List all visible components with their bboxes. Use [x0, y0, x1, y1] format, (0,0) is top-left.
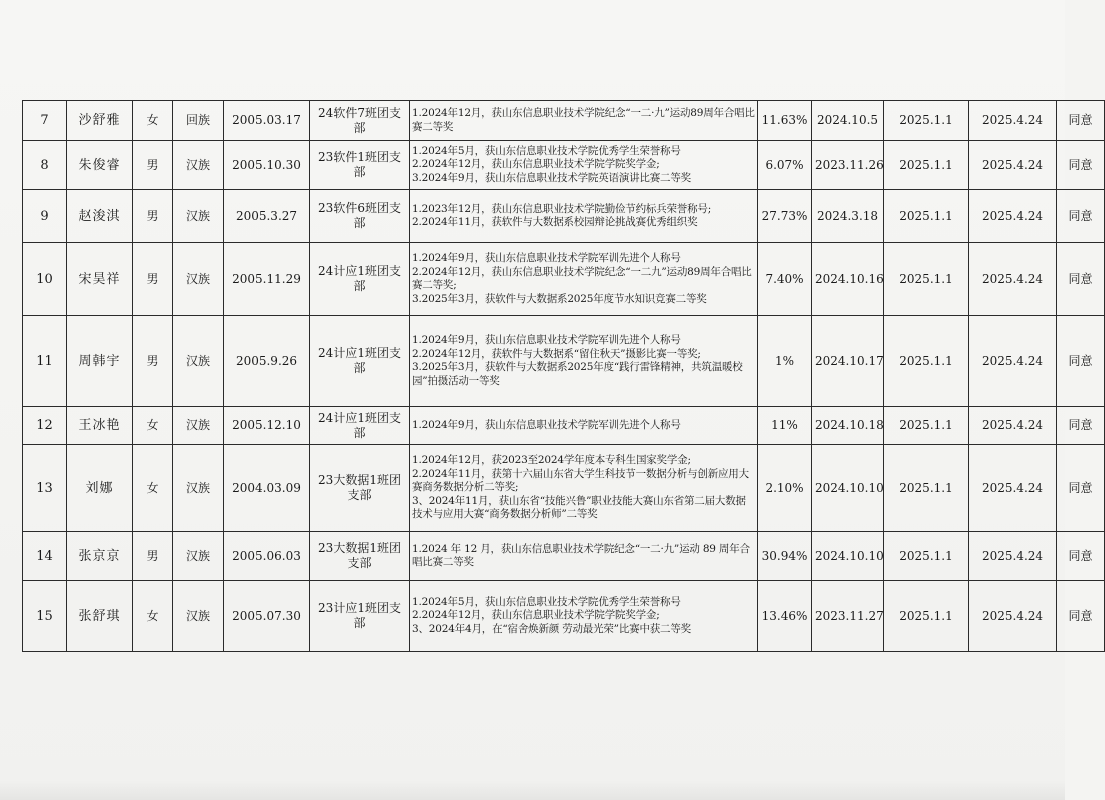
ethnicity-cell: 回族 [173, 101, 224, 141]
table-row [23, 101, 1105, 141]
award-line: 3.2025年3月，获软件与大数据系2025年度“践行雷锋精神，共筑温暖校园”拍摄活动一等奖 [412, 361, 743, 387]
birth-date-cell: 2005.12.10 [224, 407, 310, 445]
activist-start-date-cell: 2025.1.1 [884, 141, 969, 190]
row-number: 13 [23, 445, 67, 532]
opinion-cell: 同意 [1057, 316, 1105, 407]
ethnicity-cell: 汉族 [173, 532, 224, 581]
development-date-cell: 2025.4.24 [969, 532, 1057, 581]
award-line: 1.2024年5月，获山东信息职业技术学院优秀学生荣誉称号 [412, 144, 681, 157]
opinion-cell: 同意 [1057, 190, 1105, 243]
row-number: 9 [23, 190, 67, 243]
application-date-cell: 2024.10.10 [812, 445, 884, 532]
development-date-cell: 2025.4.24 [969, 581, 1057, 652]
development-date-cell: 2025.4.24 [969, 190, 1057, 243]
league-branch-cell: 23大数据1班团支部 [310, 532, 410, 581]
league-branch-cell: 24计应1班团支部 [310, 243, 410, 316]
activist-start-date-cell: 2025.1.1 [884, 243, 969, 316]
gender-cell: 女 [133, 101, 173, 141]
awards-cell [410, 407, 758, 445]
award-line: 2.2024年12月，获山东信息职业技术学院学院奖学金; [412, 609, 660, 622]
award-line: 3、2024年11月，获山东省“技能兴鲁”职业技能大赛山东省第二届大数据技术与应用大赛“商务数据分析师”二等奖 [412, 494, 746, 521]
application-date-cell: 2024.10.5 [812, 101, 884, 141]
application-date-cell: 2023.11.27 [812, 581, 884, 652]
row-number: 7 [23, 101, 67, 141]
awards-cell [410, 445, 758, 532]
award-line: 1.2024年9月，获山东信息职业技术学院军训先进个人称号 [412, 334, 681, 346]
birth-date-cell: 2005.06.03 [224, 532, 310, 581]
development-date-cell: 2025.4.24 [969, 316, 1057, 407]
ethnicity-cell: 汉族 [173, 581, 224, 652]
ranking-percent-cell: 27.73% [758, 190, 812, 243]
application-date-cell: 2024.10.10 [812, 532, 884, 581]
student-name: 周韩宇 [67, 316, 133, 407]
award-line: 1.2024 年 12 月，获山东信息职业技术学院纪念“一二·九”运动 89 周年合唱比赛二等奖 [412, 542, 750, 568]
league-branch-cell: 23大数据1班团支部 [310, 445, 410, 532]
activist-start-date-cell: 2025.1.1 [884, 445, 969, 532]
award-line: 1.2023年12月，获山东信息职业技术学院勤俭节约标兵荣誉称号; [412, 202, 712, 215]
award-line: 2.2024年12月，获山东信息职业技术学院学院奖学金; [412, 158, 660, 171]
activist-start-date-cell: 2025.1.1 [884, 581, 969, 652]
row-number: 11 [23, 316, 67, 407]
student-name: 张京京 [67, 532, 133, 581]
table-row [23, 316, 1105, 407]
ranking-percent-cell: 7.40% [758, 243, 812, 316]
birth-date-cell: 2005.10.30 [224, 141, 310, 190]
birth-date-cell: 2005.07.30 [224, 581, 310, 652]
activist-start-date-cell: 2025.1.1 [884, 532, 969, 581]
award-line: 1.2024年12月，获山东信息职业技术学院纪念“一二·九”运动89周年合唱比赛二等奖 [412, 107, 755, 133]
student-name: 王冰艳 [67, 407, 133, 445]
award-line: 3、2024年4月，在“宿舍焕新颜 劳动最光荣”比赛中获二等奖 [412, 622, 691, 635]
student-name: 沙舒雅 [67, 101, 133, 141]
opinion-cell: 同意 [1057, 141, 1105, 190]
award-line: 1.2024年9月，获山东信息职业技术学院军训先进个人称号 [412, 252, 681, 264]
birth-date-cell: 2005.9.26 [224, 316, 310, 407]
table-row [23, 532, 1105, 581]
table-body [23, 101, 1105, 652]
student-name: 张舒琪 [67, 581, 133, 652]
development-date-cell: 2025.4.24 [969, 243, 1057, 316]
ranking-percent-cell: 11% [758, 407, 812, 445]
awards-cell [410, 141, 758, 190]
gender-cell: 男 [133, 532, 173, 581]
birth-date-cell: 2004.03.09 [224, 445, 310, 532]
table-row [23, 141, 1105, 190]
opinion-cell: 同意 [1057, 581, 1105, 652]
award-line: 2.2024年11月，获第十六届山东省大学生科技节一数据分析与创新应用大赛商务数据分析二等奖; [412, 467, 749, 494]
development-date-cell: 2025.4.24 [969, 407, 1057, 445]
birth-date-cell: 2005.11.29 [224, 243, 310, 316]
row-number: 12 [23, 407, 67, 445]
table-row [23, 445, 1105, 532]
application-date-cell: 2024.10.18 [812, 407, 884, 445]
row-number: 14 [23, 532, 67, 581]
gender-cell: 女 [133, 445, 173, 532]
ranking-percent-cell: 13.46% [758, 581, 812, 652]
table-row [23, 190, 1105, 243]
ethnicity-cell: 汉族 [173, 141, 224, 190]
student-name: 朱俊睿 [67, 141, 133, 190]
gender-cell: 女 [133, 407, 173, 445]
application-date-cell: 2024.10.16 [812, 243, 884, 316]
league-branch-cell: 23软件6班团支部 [310, 190, 410, 243]
ethnicity-cell: 汉族 [173, 407, 224, 445]
student-name: 赵浚淇 [67, 190, 133, 243]
table-row [23, 243, 1105, 316]
opinion-cell: 同意 [1057, 101, 1105, 141]
awards-cell [410, 190, 758, 243]
activist-start-date-cell: 2025.1.1 [884, 316, 969, 407]
birth-date-cell: 2005.03.17 [224, 101, 310, 141]
activist-start-date-cell: 2025.1.1 [884, 407, 969, 445]
application-date-cell: 2024.10.17 [812, 316, 884, 407]
gender-cell: 男 [133, 190, 173, 243]
birth-date-cell: 2005.3.27 [224, 190, 310, 243]
awards-cell [410, 101, 758, 141]
gender-cell: 女 [133, 581, 173, 652]
league-branch-cell: 24软件7班团支部 [310, 101, 410, 141]
student-name: 刘娜 [67, 445, 133, 532]
application-date-cell: 2024.3.18 [812, 190, 884, 243]
ethnicity-cell: 汉族 [173, 190, 224, 243]
student-name: 宋昊祥 [67, 243, 133, 316]
activist-start-date-cell: 2025.1.1 [884, 190, 969, 243]
opinion-cell: 同意 [1057, 407, 1105, 445]
award-line: 1.2024年9月，获山东信息职业技术学院军训先进个人称号 [412, 418, 681, 431]
ranking-percent-cell: 1% [758, 316, 812, 407]
table-row [23, 407, 1105, 445]
ranking-percent-cell: 30.94% [758, 532, 812, 581]
gender-cell: 男 [133, 141, 173, 190]
award-line: 2.2024年12月，获软件与大数据系“留住秋天”摄影比赛一等奖; [412, 347, 701, 360]
ranking-percent-cell: 11.63% [758, 101, 812, 141]
opinion-cell: 同意 [1057, 532, 1105, 581]
award-line: 1.2024年12月，获2023至2024学年度本专科生国家奖学金; [412, 454, 691, 467]
row-number: 10 [23, 243, 67, 316]
award-line: 2.2024年12月，获山东信息职业技术学院纪念“一二九”运动89周年合唱比赛二等奖; [412, 265, 752, 291]
league-branch-cell: 24计应1班团支部 [310, 316, 410, 407]
ranking-percent-cell: 2.10% [758, 445, 812, 532]
row-number: 15 [23, 581, 67, 652]
page-edge-shadow [0, 780, 1065, 800]
row-number: 8 [23, 141, 67, 190]
table-row [23, 581, 1105, 652]
awards-cell [410, 532, 758, 581]
ethnicity-cell: 汉族 [173, 316, 224, 407]
development-date-cell: 2025.4.24 [969, 141, 1057, 190]
awards-cell [410, 316, 758, 407]
development-date-cell: 2025.4.24 [969, 101, 1057, 141]
gender-cell: 男 [133, 316, 173, 407]
awards-cell [410, 243, 758, 316]
award-line: 3.2025年3月，获软件与大数据系2025年度节水知识竞赛二等奖 [412, 292, 707, 305]
league-branch-cell: 23计应1班团支部 [310, 581, 410, 652]
ethnicity-cell: 汉族 [173, 243, 224, 316]
award-line: 1.2024年5月，获山东信息职业技术学院优秀学生荣誉称号 [412, 595, 681, 608]
award-line: 2.2024年11月，获软件与大数据系校园辩论挑战赛优秀组织奖 [412, 216, 698, 228]
ranking-percent-cell: 6.07% [758, 141, 812, 190]
development-date-cell: 2025.4.24 [969, 445, 1057, 532]
league-branch-cell: 23软件1班团支部 [310, 141, 410, 190]
league-branch-cell: 24计应1班团支部 [310, 407, 410, 445]
member-table [22, 100, 1105, 652]
opinion-cell: 同意 [1057, 445, 1105, 532]
gender-cell: 男 [133, 243, 173, 316]
award-line: 3.2024年9月，获山东信息职业技术学院英语演讲比赛二等奖 [412, 171, 691, 184]
application-date-cell: 2023.11.26 [812, 141, 884, 190]
awards-cell [410, 581, 758, 652]
activist-start-date-cell: 2025.1.1 [884, 101, 969, 141]
opinion-cell: 同意 [1057, 243, 1105, 316]
ethnicity-cell: 汉族 [173, 445, 224, 532]
